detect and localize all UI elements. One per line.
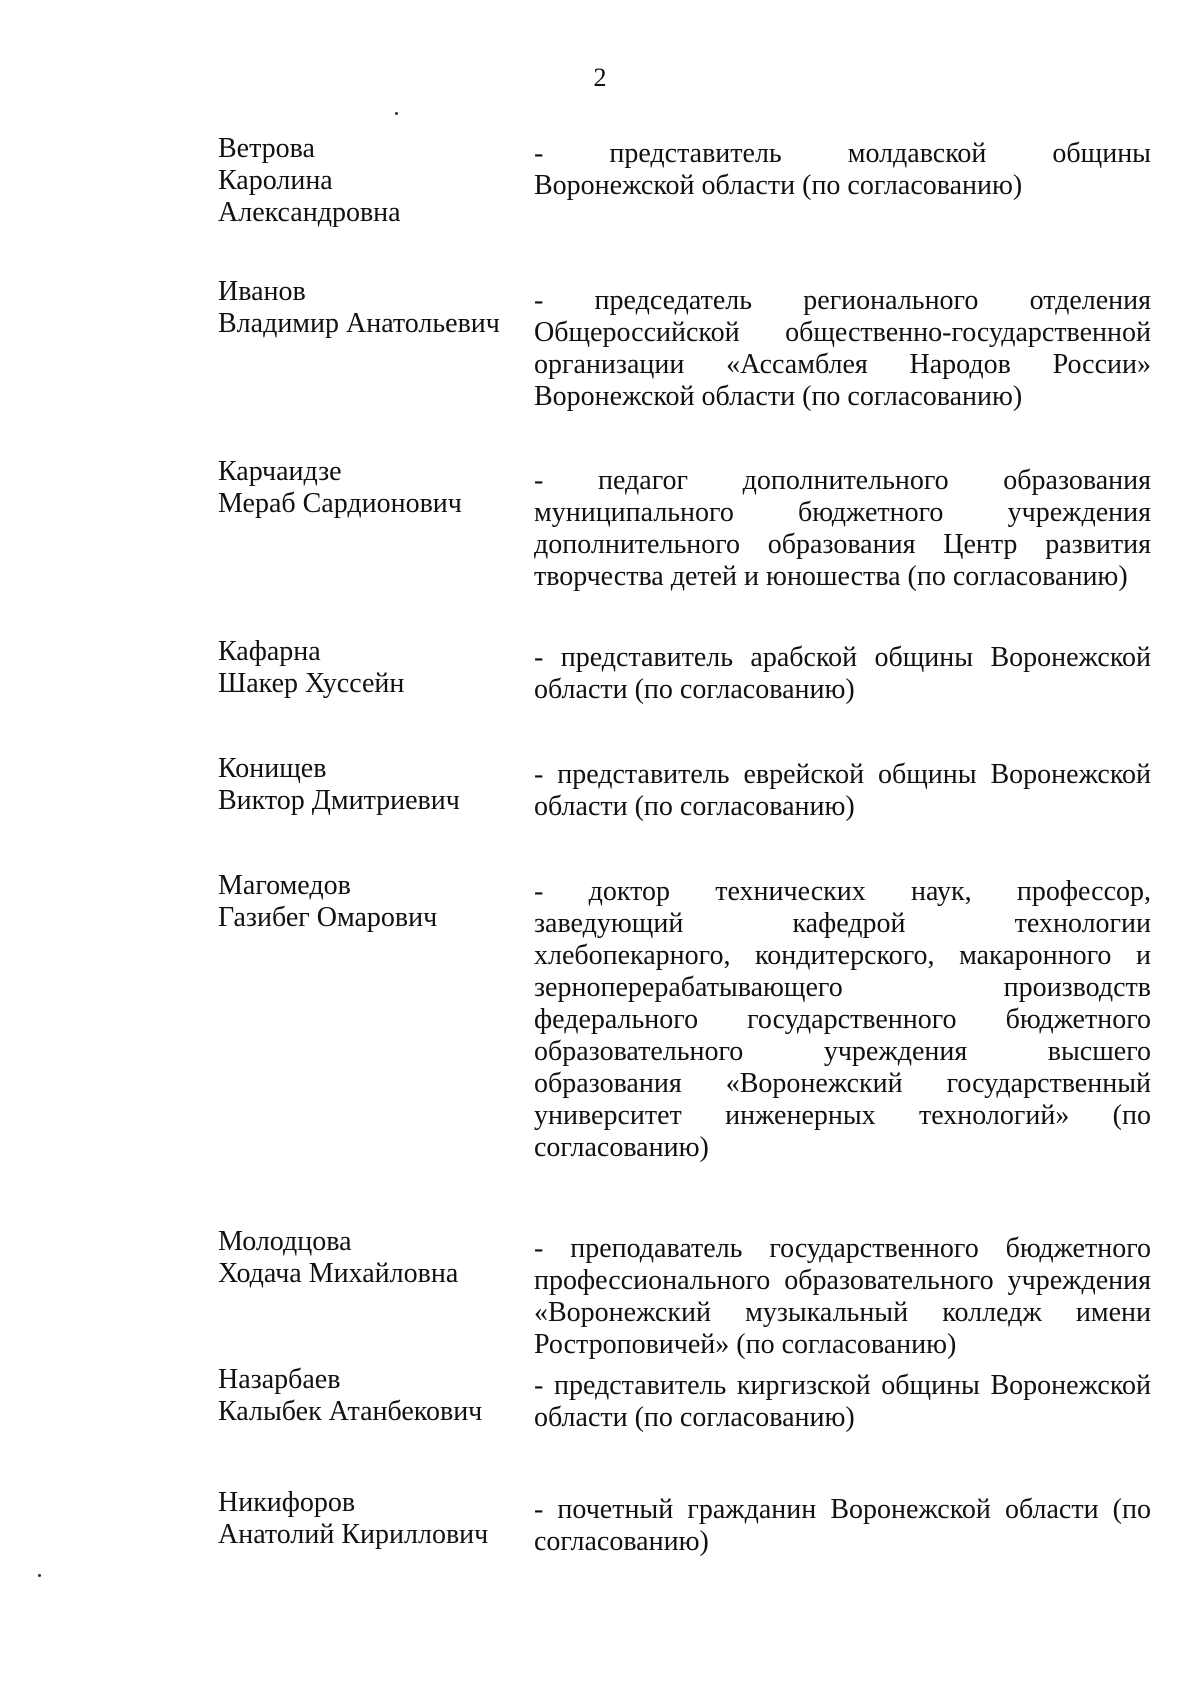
member-name-line: Карчаидзе xyxy=(218,456,342,487)
member-name-line: Анатолий Кириллович xyxy=(218,1519,489,1550)
member-name-line: Виктор Дмитриевич xyxy=(218,785,460,816)
member-name-line: Иванов xyxy=(218,276,306,307)
member-description xyxy=(534,876,1151,1164)
member-name-line: Молодцова xyxy=(218,1226,352,1257)
member-description-line: - представитель киргизской общины Воронежской xyxy=(534,1370,1151,1401)
member-description-line: - почетный гражданин Воронежской области (по xyxy=(534,1494,1151,1525)
member-name xyxy=(218,870,518,934)
member-name-line: Назарбаев xyxy=(218,1364,341,1395)
member-description-line: заведующий кафедрой технологии xyxy=(534,908,1151,939)
member-description-line: области (по согласованию) xyxy=(534,674,855,705)
member-name-line: Газибег Омарович xyxy=(218,902,438,933)
member-description-line: Общероссийской общественно-государственной xyxy=(534,317,1151,348)
member-description-line: профессионального образовательного учреждения xyxy=(534,1265,1151,1296)
member-name-line: Кафарна xyxy=(218,636,321,667)
member-name-line: Мераб Сардионович xyxy=(218,488,462,519)
member-description-line: «Воронежский музыкальный колледж имени xyxy=(534,1297,1151,1328)
member-name xyxy=(218,1487,518,1551)
member-description-line: образования «Воронежский государственный xyxy=(534,1068,1151,1099)
member-description-line: согласованию) xyxy=(534,1526,709,1557)
page-number: 2 xyxy=(593,63,607,92)
member-description xyxy=(534,1494,1151,1558)
member-name xyxy=(218,1364,518,1428)
member-description-line: - председатель регионального отделения xyxy=(534,285,1151,316)
member-description-line: Воронежской области (по согласованию) xyxy=(534,170,1023,201)
member-name xyxy=(218,636,518,700)
member-description xyxy=(534,285,1151,413)
member-name-line: Магомедов xyxy=(218,870,351,901)
member-description-line: - преподаватель государственного бюджетного xyxy=(534,1233,1151,1264)
member-name xyxy=(218,133,518,229)
member-description-line: хлебопекарного, кондитерского, макаронного и xyxy=(534,940,1151,971)
member-description-line: области (по согласованию) xyxy=(534,791,855,822)
member-name-line: Шакер Хуссейн xyxy=(218,668,405,699)
member-description-line: - педагог дополнительного образования xyxy=(534,465,1151,496)
member-name-line: Ходача Михайловна xyxy=(218,1258,459,1289)
member-description-line: - доктор технических наук, профессор, xyxy=(534,876,1151,907)
member-description xyxy=(534,1233,1151,1361)
member-description-line: - представитель арабской общины Воронежской xyxy=(534,642,1151,673)
member-name-line: Конищев xyxy=(218,753,327,784)
member-name xyxy=(218,1226,518,1290)
member-description-line: организации «Ассамблея Народов России» xyxy=(534,349,1151,380)
member-description-line: университет инженерных технологий» (по xyxy=(534,1100,1151,1131)
member-description xyxy=(534,1370,1151,1434)
member-name-line: Каролина xyxy=(218,165,333,196)
member-description xyxy=(534,642,1151,706)
member-description-line: образовательного учреждения высшего xyxy=(534,1036,1151,1067)
member-name-line: Ветрова xyxy=(218,133,315,164)
member-description-line: - представитель еврейской общины Воронежской xyxy=(534,759,1151,790)
scan-speck xyxy=(395,112,398,115)
member-description-line: муниципального бюджетного учреждения xyxy=(534,497,1151,528)
member-description-line: дополнительного образования Центр развития xyxy=(534,529,1151,560)
scan-speck xyxy=(38,1574,41,1577)
member-name-line: Александровна xyxy=(218,197,401,228)
member-description-line: зерноперерабатывающего производств xyxy=(534,972,1151,1003)
member-description xyxy=(534,759,1151,823)
member-name-line: Никифоров xyxy=(218,1487,356,1518)
member-description-line: области (по согласованию) xyxy=(534,1402,855,1433)
member-name xyxy=(218,456,518,520)
member-name xyxy=(218,276,518,340)
member-description-line: Воронежской области (по согласованию) xyxy=(534,381,1023,412)
member-description-line: согласованию) xyxy=(534,1132,709,1163)
member-name-line: Владимир Анатольевич xyxy=(218,308,500,339)
member-description-line: Ростроповичей» (по согласованию) xyxy=(534,1329,957,1360)
member-description xyxy=(534,465,1151,593)
member-description-line: федерального государственного бюджетного xyxy=(534,1004,1151,1035)
member-name-line: Калыбек Атанбекович xyxy=(218,1396,483,1427)
member-description-line: творчества детей и юношества (по согласованию) xyxy=(534,561,1128,592)
member-description xyxy=(534,138,1151,202)
member-name xyxy=(218,753,518,817)
member-description-line: - представитель молдавской общины xyxy=(534,138,1151,169)
